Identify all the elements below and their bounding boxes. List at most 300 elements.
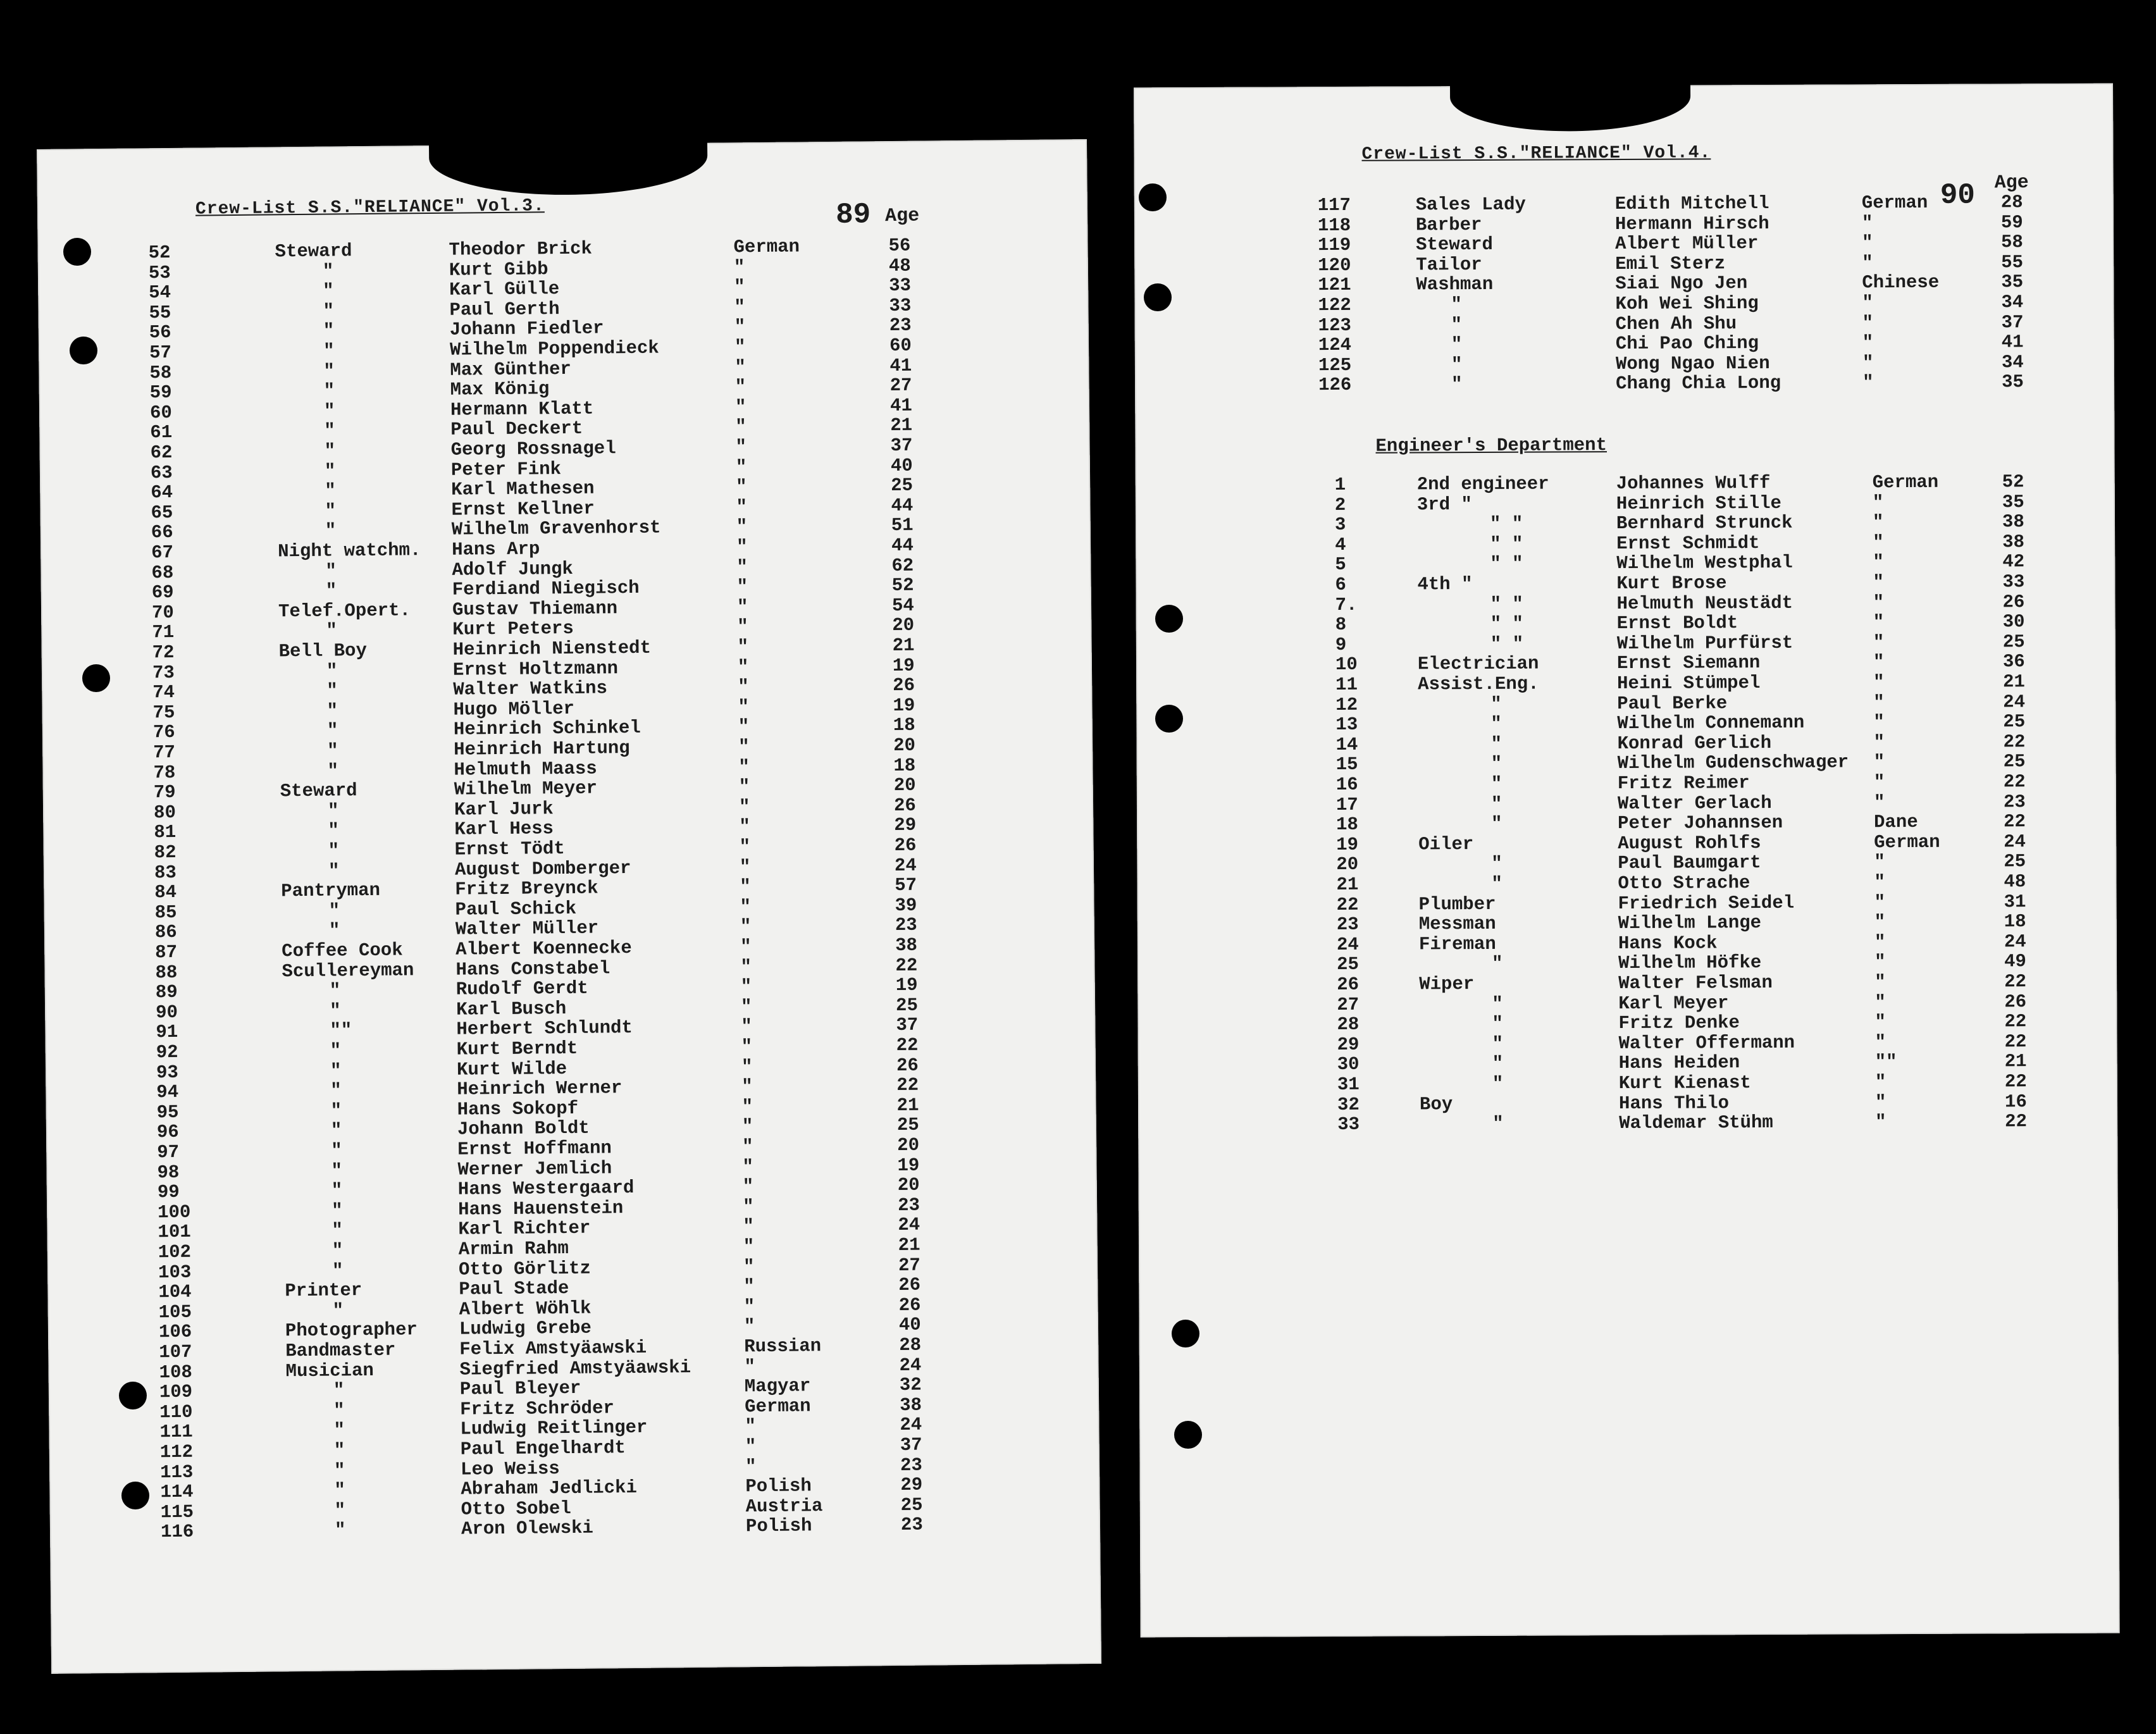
page-number: 89 bbox=[835, 198, 871, 232]
crew-nationality: " bbox=[1862, 372, 1874, 393]
crew-nationality: " bbox=[741, 1076, 753, 1098]
crew-name: Kurt Kienast bbox=[1618, 1072, 1751, 1094]
crew-age: 19 bbox=[893, 695, 915, 716]
crew-name: Max Günther bbox=[450, 358, 572, 381]
crew-nationality: German bbox=[1874, 831, 1940, 853]
crew-role: Telef.Opert. bbox=[278, 600, 411, 622]
crew-number: 101 bbox=[158, 1222, 191, 1243]
crew-name: Fritz Reimer bbox=[1617, 772, 1750, 795]
crew-age: 22 bbox=[896, 1074, 919, 1096]
crew-number: 27 bbox=[1337, 994, 1360, 1015]
crew-number: 26 bbox=[1337, 974, 1360, 995]
crew-number: 17 bbox=[1335, 794, 1358, 815]
crew-number: 124 bbox=[1318, 335, 1352, 356]
crew-nationality: " bbox=[1874, 1012, 1886, 1033]
crew-nationality: " bbox=[741, 1116, 753, 1137]
crew-nationality: " bbox=[741, 1016, 752, 1037]
crew-name: Hans Arp bbox=[451, 538, 540, 560]
crew-name: Hans Heiden bbox=[1618, 1052, 1740, 1074]
crew-role: " bbox=[1490, 793, 1502, 815]
crew-name: Konrad Gerlich bbox=[1617, 732, 1772, 754]
crew-nationality: " bbox=[736, 597, 748, 618]
crew-age: 34 bbox=[2001, 292, 2024, 313]
crew-age: 25 bbox=[2002, 631, 2025, 653]
crew-nationality: " bbox=[735, 437, 747, 458]
crew-nationality: " bbox=[1874, 932, 1886, 953]
crew-age: 22 bbox=[2004, 1011, 2027, 1032]
crew-role: Washman bbox=[1416, 274, 1494, 295]
crew-role: " bbox=[325, 580, 337, 602]
crew-number: 18 bbox=[1336, 814, 1358, 836]
crew-role: " bbox=[326, 620, 337, 642]
crew-name: Johannes Wulff bbox=[1616, 472, 1771, 495]
crew-name: Wong Ngao Nien bbox=[1615, 352, 1770, 375]
age-column-header: Age bbox=[884, 205, 920, 228]
punch-hole bbox=[1155, 705, 1183, 733]
crew-role: Photographer bbox=[285, 1319, 418, 1342]
crew-name: Paul Engelhardt bbox=[460, 1437, 626, 1460]
crew-role: " " bbox=[1490, 533, 1523, 555]
crew-nationality: " bbox=[1873, 691, 1885, 713]
crew-number: 81 bbox=[154, 822, 177, 843]
crew-number: 2 bbox=[1334, 494, 1346, 516]
crew-number: 65 bbox=[151, 502, 173, 524]
crew-name: Hugo Möller bbox=[453, 698, 575, 721]
crew-name: Walter Gerlach bbox=[1617, 792, 1772, 814]
crew-role: Pantryman bbox=[281, 879, 381, 902]
crew-nationality: " bbox=[734, 397, 747, 418]
crew-number: 30 bbox=[1337, 1054, 1360, 1075]
crew-name: Karl Busch bbox=[455, 998, 567, 1020]
crew-number: 89 bbox=[155, 982, 178, 1003]
crew-nationality: " bbox=[736, 476, 747, 498]
crew-name: Friedrich Seidel bbox=[1618, 892, 1795, 914]
crew-nationality: " bbox=[736, 497, 748, 518]
crew-role: " bbox=[327, 800, 339, 822]
crew-number: 110 bbox=[159, 1401, 193, 1423]
crew-nationality: " bbox=[1874, 852, 1885, 873]
crew-age: 22 bbox=[895, 955, 918, 976]
crew-age: 38 bbox=[895, 934, 918, 956]
crew-number: 90 bbox=[155, 1001, 178, 1024]
crew-number: 105 bbox=[158, 1301, 192, 1323]
crew-age: 19 bbox=[892, 655, 915, 676]
crew-nationality: " bbox=[745, 1436, 757, 1458]
crew-age: 31 bbox=[2004, 891, 2026, 912]
crew-list-page-left bbox=[37, 139, 1101, 1674]
crew-name: Edith Mitchell bbox=[1614, 192, 1769, 215]
crew-age: 32 bbox=[899, 1374, 922, 1396]
crew-nationality: " bbox=[738, 796, 750, 818]
crew-number: 112 bbox=[159, 1441, 194, 1463]
crew-role: " bbox=[329, 1000, 341, 1022]
crew-list-page-right bbox=[1134, 84, 2120, 1638]
crew-age: 52 bbox=[891, 574, 914, 597]
crew-name: Walter Felsman bbox=[1618, 972, 1773, 994]
punch-hole bbox=[121, 1482, 149, 1509]
crew-age: 35 bbox=[2001, 371, 2024, 393]
crew-age: 23 bbox=[900, 1454, 923, 1476]
crew-age: 41 bbox=[889, 395, 912, 416]
crew-name: Felix Amstyäawski bbox=[459, 1337, 647, 1360]
crew-name: Ludwig Reitlinger bbox=[460, 1417, 648, 1440]
crew-role: " bbox=[326, 660, 338, 682]
crew-nationality: " bbox=[1873, 652, 1885, 673]
crew-number: 102 bbox=[158, 1241, 192, 1263]
crew-age: 26 bbox=[2004, 991, 2027, 1012]
crew-name: Chi Pao Ching bbox=[1615, 333, 1759, 355]
crew-age: 20 bbox=[893, 734, 916, 757]
crew-name: Ernst Schmidt bbox=[1616, 532, 1760, 554]
crew-number: 95 bbox=[156, 1101, 179, 1124]
crew-number: 108 bbox=[159, 1361, 192, 1383]
crew-name: Armin Rahm bbox=[458, 1237, 569, 1260]
crew-role: " bbox=[334, 1520, 346, 1541]
crew-number: 59 bbox=[149, 382, 172, 404]
crew-number: 16 bbox=[1335, 774, 1358, 795]
crew-age: 27 bbox=[889, 375, 912, 397]
crew-nationality: " bbox=[736, 516, 748, 538]
crew-name: Albert Müller bbox=[1615, 233, 1759, 255]
crew-number: 122 bbox=[1318, 294, 1351, 316]
crew-nationality: " bbox=[743, 1276, 755, 1297]
crew-nationality: " bbox=[737, 616, 748, 638]
crew-name: Wilhelm Lange bbox=[1618, 912, 1762, 934]
crew-name: Wilhelm Westphal bbox=[1616, 552, 1793, 574]
crew-role: Steward bbox=[280, 780, 357, 802]
crew-nationality: " bbox=[1862, 232, 1873, 254]
crew-number: 93 bbox=[156, 1062, 179, 1083]
crew-name: Kurt Brose bbox=[1616, 573, 1727, 595]
crew-name: Walter Müller bbox=[455, 917, 599, 941]
crew-name: Albert Wöhlk bbox=[459, 1297, 592, 1320]
crew-nationality: " bbox=[738, 696, 750, 718]
crew-role: 4th " bbox=[1417, 574, 1473, 595]
crew-number: 121 bbox=[1318, 275, 1351, 296]
crew-role: " " bbox=[1490, 633, 1524, 655]
crew-nationality: German bbox=[1872, 471, 1939, 493]
crew-role: " bbox=[1491, 853, 1502, 875]
crew-role: " bbox=[328, 860, 340, 882]
crew-role: " bbox=[331, 1200, 343, 1222]
crew-number: 67 bbox=[151, 542, 174, 564]
punch-hole bbox=[1174, 1421, 1202, 1449]
crew-number: 70 bbox=[151, 602, 175, 624]
crew-role: " bbox=[1492, 1073, 1504, 1094]
crew-role: 2nd engineer bbox=[1416, 473, 1549, 495]
crew-number: 118 bbox=[1317, 214, 1351, 236]
crew-name: Ferdiand Niegisch bbox=[452, 578, 640, 600]
crew-nationality: " bbox=[734, 297, 746, 318]
crew-name: Karl Meyer bbox=[1618, 992, 1729, 1014]
crew-role: " bbox=[324, 420, 335, 442]
punch-hole bbox=[1172, 1320, 1199, 1347]
crew-role: " bbox=[324, 440, 336, 462]
crew-name: Heinrich Nienstedt bbox=[452, 637, 652, 660]
crew-nationality: " bbox=[742, 1156, 754, 1177]
crew-number: 31 bbox=[1337, 1074, 1360, 1095]
crew-nationality: " bbox=[1872, 512, 1884, 533]
crew-number: 23 bbox=[1336, 914, 1359, 936]
crew-number: 117 bbox=[1317, 194, 1351, 216]
crew-nationality: " bbox=[1862, 332, 1874, 354]
crew-age: 23 bbox=[897, 1194, 920, 1216]
crew-role: " bbox=[333, 1400, 345, 1421]
crew-nationality: " bbox=[1873, 712, 1885, 733]
crew-age: 26 bbox=[893, 795, 917, 816]
crew-role: " bbox=[323, 300, 335, 322]
crew-age: 23 bbox=[889, 315, 912, 337]
crew-age: 42 bbox=[2002, 551, 2025, 573]
crew-age: 52 bbox=[2002, 471, 2024, 493]
crew-age: 23 bbox=[2003, 791, 2026, 812]
crew-name: Ernst Boldt bbox=[1616, 612, 1738, 635]
crew-nationality: " bbox=[734, 376, 747, 398]
crew-role: " bbox=[328, 840, 340, 862]
crew-age: 25 bbox=[2003, 751, 2026, 772]
crew-name: Ernst Holtzmann bbox=[452, 657, 619, 681]
crew-role: " bbox=[1451, 334, 1463, 356]
crew-age: 22 bbox=[2004, 811, 2026, 833]
crew-role: " bbox=[333, 1459, 345, 1482]
crew-age: 33 bbox=[2002, 571, 2025, 593]
crew-age: 22 bbox=[896, 1034, 919, 1056]
crew-role: " bbox=[1491, 873, 1502, 895]
crew-role: Fireman bbox=[1418, 933, 1496, 955]
crew-number: 53 bbox=[148, 262, 171, 283]
crew-age: 38 bbox=[2002, 531, 2025, 553]
crew-age: 40 bbox=[898, 1315, 921, 1336]
crew-name: Koh Wei Shing bbox=[1615, 293, 1759, 315]
crew-role: Coffee Cook bbox=[282, 939, 403, 962]
punch-hole bbox=[1144, 283, 1172, 311]
crew-nationality: " bbox=[1875, 1112, 1886, 1133]
crew-age: 25 bbox=[2003, 711, 2026, 733]
crew-role: " bbox=[326, 680, 338, 702]
crew-name: Adolf Jungk bbox=[452, 558, 574, 581]
crew-nationality: " bbox=[740, 876, 751, 898]
crew-age: 24 bbox=[898, 1215, 920, 1236]
crew-name: Johann Fiedler bbox=[449, 318, 604, 341]
crew-number: 86 bbox=[154, 922, 177, 943]
crew-nationality: " bbox=[1873, 612, 1885, 633]
crew-name: Karl Mathesen bbox=[451, 478, 595, 500]
crew-nationality: " bbox=[736, 536, 748, 558]
crew-role: "" bbox=[330, 1020, 352, 1041]
crew-row bbox=[1138, 1112, 2117, 1136]
crew-name: Werner Jemlich bbox=[457, 1157, 612, 1180]
crew-age: 21 bbox=[896, 1094, 919, 1116]
crew-role: " bbox=[331, 1180, 343, 1201]
crew-nationality: " bbox=[741, 1096, 753, 1118]
crew-name: Gustav Thiemann bbox=[452, 597, 618, 621]
crew-nationality: " bbox=[1873, 632, 1885, 653]
crew-role: " bbox=[1492, 1113, 1504, 1135]
crew-nationality: " bbox=[738, 736, 750, 758]
crew-age: 54 bbox=[891, 595, 914, 616]
crew-age: 26 bbox=[896, 1055, 919, 1076]
crew-nationality: " bbox=[1873, 732, 1885, 753]
crew-role: " bbox=[325, 500, 337, 522]
crew-age: 34 bbox=[2001, 352, 2024, 373]
crew-number: 69 bbox=[151, 582, 174, 604]
crew-name: Fritz Breynck bbox=[455, 877, 598, 900]
crew-age: 33 bbox=[889, 295, 912, 316]
crew-number: 80 bbox=[153, 802, 177, 824]
crew-name: Rudolf Gerdt bbox=[455, 977, 588, 1000]
crew-nationality: " bbox=[1862, 352, 1874, 374]
crew-number: 62 bbox=[150, 442, 173, 464]
crew-number: 73 bbox=[152, 662, 175, 683]
crew-number: 21 bbox=[1336, 874, 1359, 895]
crew-age: 21 bbox=[2003, 671, 2026, 693]
crew-name: Max König bbox=[450, 378, 550, 400]
crew-number: 106 bbox=[158, 1322, 192, 1343]
crew-age: 26 bbox=[894, 834, 917, 857]
crew-nationality: " bbox=[740, 896, 752, 918]
crew-name: Chen Ah Shu bbox=[1615, 313, 1737, 335]
crew-number: 19 bbox=[1336, 834, 1359, 855]
crew-number: 15 bbox=[1335, 754, 1358, 776]
crew-name: Heinrich Schinkel bbox=[453, 717, 641, 741]
crew-age: 59 bbox=[2000, 211, 2023, 233]
crew-number: 96 bbox=[156, 1122, 179, 1143]
crew-nationality: " bbox=[742, 1136, 753, 1158]
crew-nationality: " bbox=[737, 636, 749, 658]
crew-role: " bbox=[1492, 1053, 1504, 1075]
crew-nationality: " bbox=[739, 816, 750, 838]
crew-number: 9 bbox=[1335, 634, 1347, 655]
crew-role: " bbox=[1492, 1033, 1504, 1055]
crew-role: Assist.Eng. bbox=[1418, 673, 1539, 695]
crew-age: 25 bbox=[891, 474, 914, 497]
crew-age: 22 bbox=[2004, 1071, 2027, 1093]
crew-nationality: Chinese bbox=[1862, 272, 1940, 294]
crew-number: 33 bbox=[1337, 1114, 1360, 1136]
crew-number: 113 bbox=[159, 1461, 194, 1483]
crew-nationality: " bbox=[734, 276, 745, 298]
crew-name: Herbert Schlundt bbox=[456, 1017, 633, 1041]
crew-nationality: " bbox=[738, 716, 750, 738]
crew-role: Steward bbox=[1416, 234, 1493, 256]
crew-role: " bbox=[1451, 374, 1463, 395]
crew-name: Theodor Brick bbox=[449, 238, 592, 261]
crew-name: Wilhelm Meyer bbox=[454, 777, 598, 800]
crew-role: " bbox=[333, 1380, 345, 1401]
crew-name: Paul Bleyer bbox=[459, 1377, 581, 1400]
crew-name: Paul Stade bbox=[459, 1278, 569, 1300]
crew-number: 119 bbox=[1318, 235, 1351, 256]
crew-age: 23 bbox=[900, 1514, 923, 1536]
crew-role: 3rd " bbox=[1416, 493, 1472, 516]
crew-number: 125 bbox=[1318, 354, 1352, 376]
crew-row bbox=[1135, 372, 2114, 396]
crew-nationality: " bbox=[739, 836, 751, 858]
crew-nationality: " bbox=[734, 356, 746, 378]
crew-number: 8 bbox=[1335, 614, 1347, 636]
crew-nationality: " bbox=[740, 916, 752, 938]
crew-nationality: German bbox=[745, 1396, 811, 1418]
crew-role: Plumber bbox=[1418, 893, 1496, 915]
crew-name: August Domberger bbox=[454, 857, 631, 881]
crew-name: Hans Hauenstein bbox=[457, 1197, 624, 1220]
crew-nationality: " bbox=[739, 856, 751, 877]
crew-nationality: " bbox=[743, 1236, 755, 1258]
crew-role: " bbox=[323, 340, 335, 362]
crew-nationality: Polish bbox=[745, 1475, 812, 1497]
crew-number: 58 bbox=[149, 362, 172, 383]
crew-nationality: " bbox=[734, 316, 746, 338]
crew-age: 18 bbox=[893, 755, 916, 776]
punch-hole bbox=[1155, 605, 1183, 633]
crew-nationality: " bbox=[1874, 991, 1886, 1013]
crew-role: " bbox=[333, 1420, 345, 1441]
crew-nationality: " bbox=[1872, 492, 1884, 513]
crew-name: Albert Koennecke bbox=[455, 937, 632, 960]
crew-name: Ernst Hoffmann bbox=[457, 1137, 612, 1160]
crew-age: 37 bbox=[2001, 311, 2024, 333]
crew-age: 20 bbox=[897, 1174, 920, 1196]
crew-name: Paul Berke bbox=[1617, 692, 1728, 714]
crew-role: Bell Boy bbox=[278, 640, 368, 662]
crew-nationality: " bbox=[733, 256, 745, 278]
crew-number: 61 bbox=[150, 422, 173, 443]
punch-hole bbox=[82, 664, 110, 692]
crew-role: " " bbox=[1490, 554, 1523, 575]
crew-role: " bbox=[1490, 753, 1502, 775]
crew-name: Kurt Wilde bbox=[456, 1058, 567, 1081]
crew-age: 44 bbox=[891, 535, 914, 557]
crew-nationality: " bbox=[1862, 292, 1873, 314]
crew-role: " bbox=[325, 480, 336, 502]
crew-role: " bbox=[1451, 314, 1463, 335]
crew-role: Sales Lady bbox=[1415, 194, 1526, 216]
crew-age: 62 bbox=[891, 555, 914, 576]
crew-role: Oiler bbox=[1418, 833, 1474, 855]
crew-number: 25 bbox=[1336, 954, 1359, 975]
crew-role: " bbox=[323, 400, 335, 422]
crew-name: Peter Johannsen bbox=[1618, 812, 1783, 834]
crew-role: Messman bbox=[1418, 913, 1496, 935]
crew-number: 56 bbox=[149, 322, 171, 344]
crew-name: Ernst Kellner bbox=[451, 498, 595, 521]
crew-number: 24 bbox=[1336, 934, 1359, 955]
punch-hole bbox=[119, 1382, 147, 1409]
crew-number: 29 bbox=[1337, 1034, 1360, 1055]
crew-role: Barber bbox=[1415, 214, 1482, 236]
crew-role: " bbox=[325, 560, 337, 582]
crew-role: " bbox=[322, 261, 334, 282]
crew-name: Kurt Peters bbox=[452, 618, 574, 641]
crew-age: 55 bbox=[2001, 252, 2024, 273]
crew-number: 10 bbox=[1335, 654, 1358, 676]
crew-number: 57 bbox=[149, 342, 172, 364]
crew-nationality: " bbox=[1874, 872, 1885, 893]
crew-role: Tailor bbox=[1416, 254, 1482, 276]
crew-role: " bbox=[329, 980, 341, 1001]
crew-name: Hans Kock bbox=[1618, 932, 1718, 954]
crew-number: 63 bbox=[150, 462, 173, 483]
crew-number: 28 bbox=[1337, 1014, 1360, 1036]
crew-role: " " bbox=[1490, 593, 1523, 615]
crew-nationality: " bbox=[1874, 1091, 1886, 1113]
crew-number: 52 bbox=[148, 242, 171, 264]
crew-age: 29 bbox=[894, 815, 917, 836]
crew-age: 25 bbox=[896, 1115, 919, 1136]
crew-age: 24 bbox=[2003, 691, 2026, 712]
crew-name: Ernst Tödt bbox=[454, 838, 565, 860]
crew-name: Georg Rossnagel bbox=[450, 438, 616, 461]
